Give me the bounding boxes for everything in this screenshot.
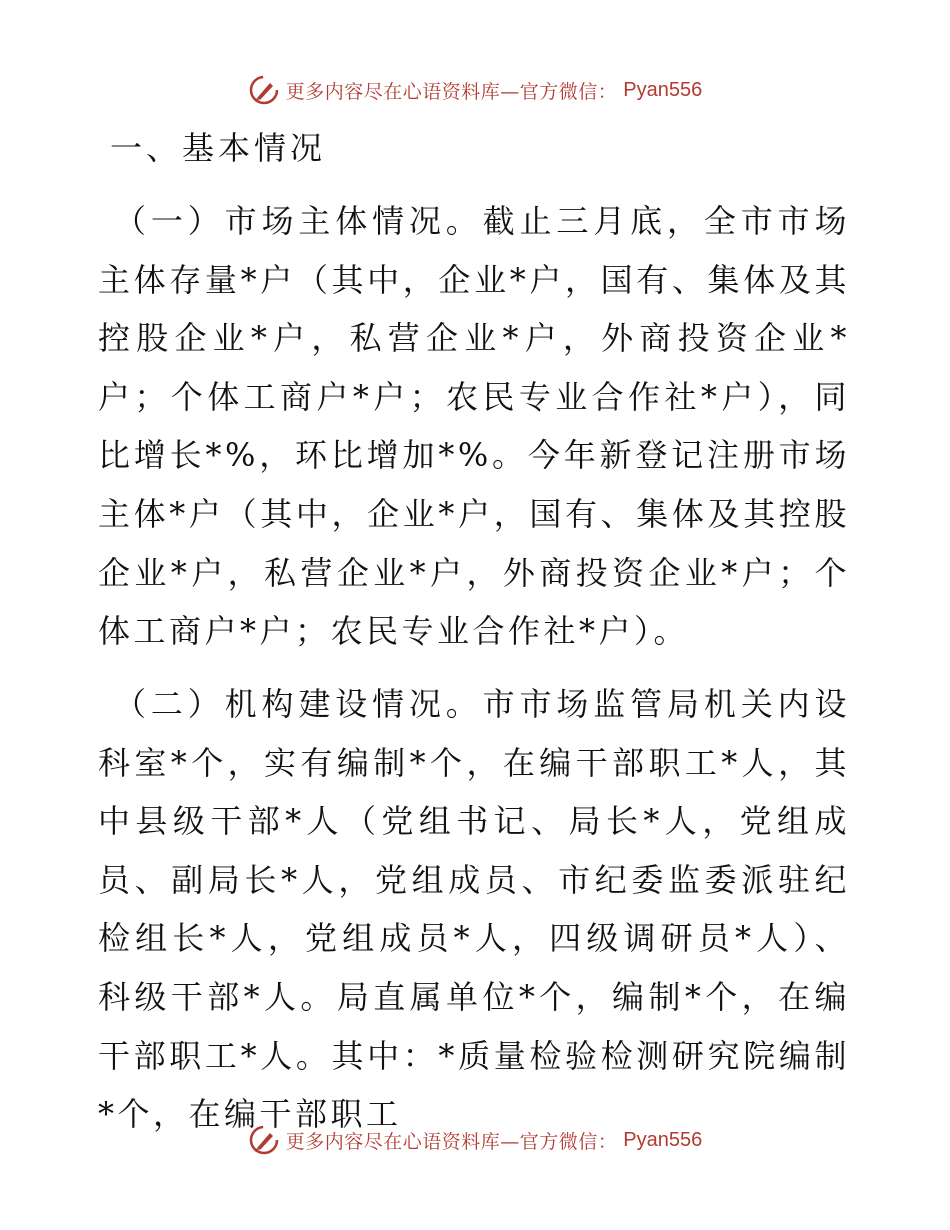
watermark-contact: Pyan556 [623, 78, 703, 101]
paragraph-market-entities: （一）市场主体情况。截止三月底，全市市场主体存量*户（其中，企业*户，国有、集体及其控股企业*户，私营企业*户，外商投资企业*户；个体工商户*户；农民专业合作社*户），同比增长*%，环比增加*%。今年新登记注册市场主体*户（其中，企业*户，国有、集体及其控股企业*户，私营企业*户，外商投资企业*户；个体工商户*户；农民专业合作社*户）。 [98, 202, 850, 651]
footer-watermark [0, 1124, 950, 1156]
paragraph-institution-building: （二）机构建设情况。市市场监管局机关内设科室*个，实有编制*个，在编干部职工*人，其中县级干部*人（党组书记、局长*人，党组成员、副局长*人，党组成员、市纪委监委派驻纪检组长*人，党组成员*人，四级调研员*人）、科级干部*人。局直属单位*个，编制*个，在编干部职工*人。其中：*质量检验检测研究院编制*个，在编干部职工 [98, 685, 850, 1134]
watermark-text: 更多内容尽在心语资料库—官方微信： [285, 80, 618, 103]
header-watermark [0, 74, 950, 106]
quill-pen-logo-icon [248, 74, 280, 106]
section-heading: 一、基本情况 [110, 129, 327, 167]
watermark-text: 更多内容尽在心语资料库—官方微信： [285, 1130, 618, 1153]
watermark-contact: Pyan556 [623, 1128, 703, 1151]
quill-pen-logo-icon [248, 1124, 280, 1156]
